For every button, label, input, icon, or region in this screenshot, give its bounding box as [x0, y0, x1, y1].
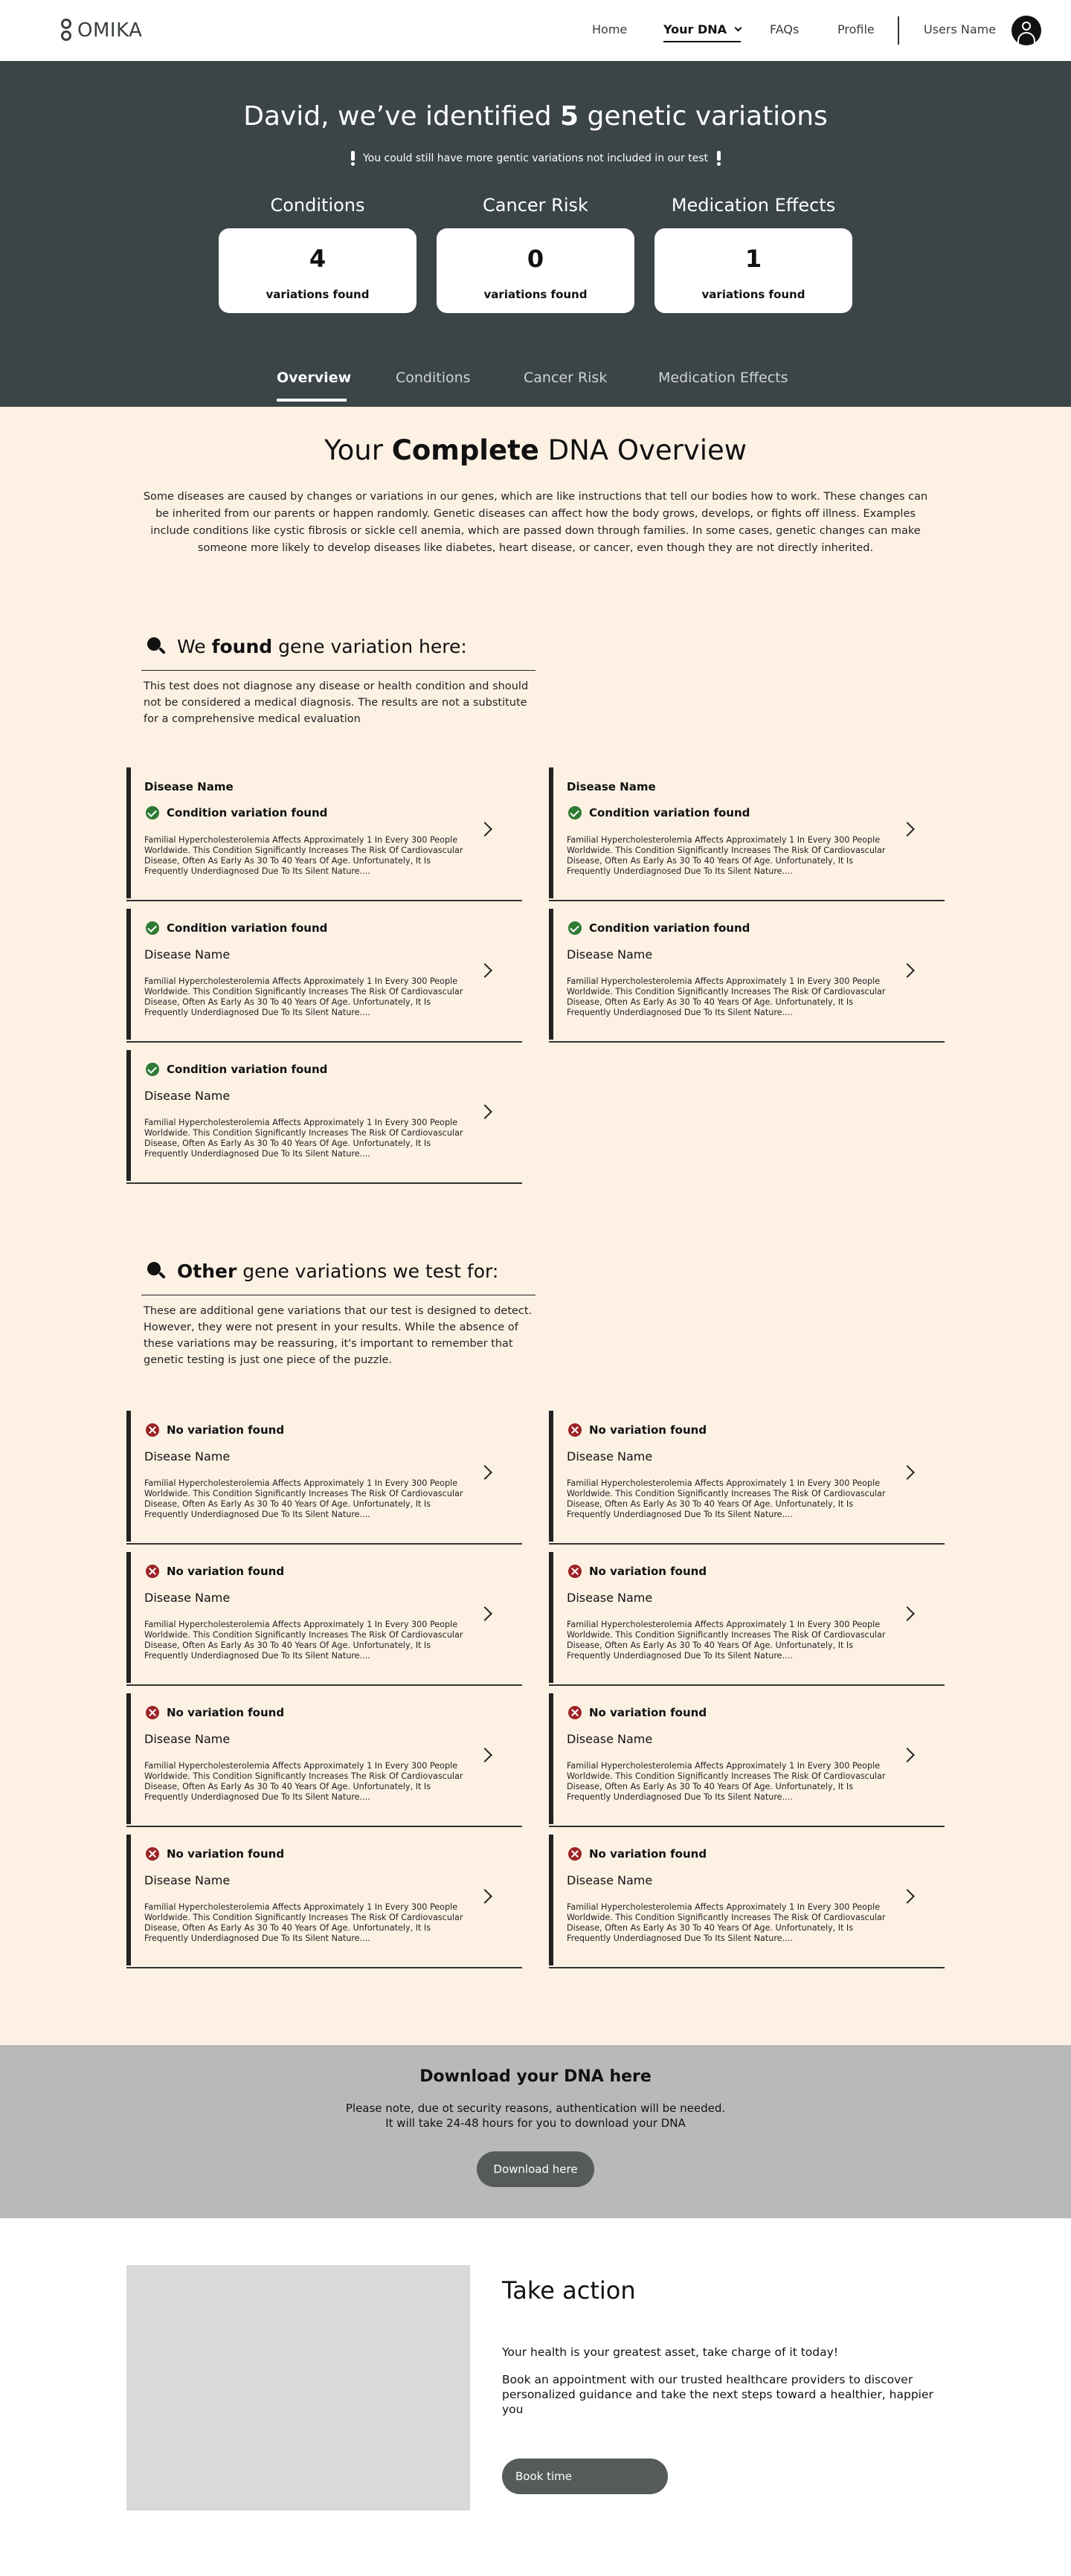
divider	[141, 670, 536, 671]
chevron-right-icon[interactable]	[900, 1748, 915, 1762]
nav-your-dna[interactable]	[663, 22, 741, 42]
status-text: Condition variation found	[589, 806, 750, 820]
disease-description: Familial Hypercholesterolemia Affects Approximately 1 In Every 300 People Worldwide. This Condition Significantly Increases The Risk Of Cardiovascular Disease, Often As Early As 30 To 40 Years Of Age. Unfortunately, It Is Frequently Underdiagnosed Due To Its Silent Nature....	[144, 1620, 463, 1661]
not-found-card[interactable]	[549, 1552, 945, 1686]
take-action-tagline: Your health is your greatest asset, take charge of it today!	[502, 2345, 838, 2359]
disease-description: Familial Hypercholesterolemia Affects Approximately 1 In Every 300 People Worldwide. This Condition Significantly Increases The Risk Of Cardiovascular Disease, Often As Early As 30 To 40 Years Of Age. Unfortunately, It Is Frequently Underdiagnosed Due To Its Silent Nature....	[144, 1902, 463, 1943]
stat-caption: variations found	[701, 288, 805, 301]
hero-title-suffix: genetic variations	[579, 101, 828, 132]
other-description: These are additional gene variations that our test is designed to detect. However, they were not present in your results. While the absence of these variations may be reassuring, it's important to remember that genetic testing is just one piece of the puzzle.	[144, 1305, 533, 1366]
chevron-right-icon[interactable]	[900, 1606, 915, 1621]
disease-description: Familial Hypercholesterolemia Affects Approximately 1 In Every 300 People Worldwide. This Condition Significantly Increases The Risk Of Cardiovascular Disease, Often As Early As 30 To 40 Years Of Age. Unfortunately, It Is Frequently Underdiagnosed Due To Its Silent Nature....	[567, 1478, 886, 1519]
status-not-found	[146, 1565, 284, 1578]
x-circle-icon	[146, 1847, 159, 1861]
nav-faqs[interactable]: FAQs	[770, 22, 800, 36]
stat-value: 1	[744, 245, 762, 273]
stat-value: 0	[527, 245, 544, 273]
hero-note-text: You could still have more gentic variations not included in our test	[362, 152, 709, 164]
other-heading-text	[177, 1260, 498, 1282]
user-name[interactable]: Users Name	[924, 22, 997, 36]
top-navigation	[0, 0, 1071, 61]
found-card[interactable]	[126, 767, 522, 901]
stat-caption: variations found	[266, 288, 370, 301]
logo-mark-icon	[58, 18, 74, 43]
disease-name: Disease Name	[567, 947, 653, 962]
stat-card-conditions[interactable]	[219, 228, 416, 313]
disease-description: Familial Hypercholesterolemia Affects Approximately 1 In Every 300 People Worldwide. This Condition Significantly Increases The Risk Of Cardiovascular Disease, Often As Early As 30 To 40 Years Of Age. Unfortunately, It Is Frequently Underdiagnosed Due To Its Silent Nature....	[144, 835, 463, 876]
status-found	[146, 806, 327, 820]
status-text: Condition variation found	[167, 806, 328, 820]
not-found-card[interactable]	[126, 1552, 522, 1686]
status-found	[146, 921, 327, 935]
chevron-right-icon[interactable]	[477, 1606, 492, 1621]
chevron-right-icon[interactable]	[477, 963, 492, 978]
disease-name: Disease Name	[567, 1732, 653, 1746]
x-circle-icon	[146, 1565, 159, 1578]
other-heading-bold: Other	[177, 1260, 237, 1282]
magnifier-icon	[147, 637, 167, 657]
stat-card-cancer-risk[interactable]	[437, 228, 634, 313]
found-heading-prefix: We	[177, 636, 212, 657]
take-action-title: Take action	[502, 2276, 636, 2305]
x-circle-icon	[568, 1565, 582, 1578]
disease-name: Disease Name	[567, 780, 656, 793]
disease-description: Familial Hypercholesterolemia Affects Approximately 1 In Every 300 People Worldwide. This Condition Significantly Increases The Risk Of Cardiovascular Disease, Often As Early As 30 To 40 Years Of Age. Unfortunately, It Is Frequently Underdiagnosed Due To Its Silent Nature....	[144, 1478, 463, 1519]
status-found	[568, 921, 750, 935]
disease-description: Familial Hypercholesterolemia Affects Approximately 1 In Every 300 People Worldwide. This Condition Significantly Increases The Risk Of Cardiovascular Disease, Often As Early As 30 To 40 Years Of Age. Unfortunately, It Is Frequently Underdiagnosed Due To Its Silent Nature....	[144, 1761, 463, 1802]
hero-section	[0, 61, 1071, 407]
status-text: No variation found	[589, 1847, 707, 1861]
status-not-found	[568, 1423, 707, 1437]
status-not-found	[568, 1706, 707, 1719]
hero-title-prefix: David, we’ve identified	[243, 101, 561, 132]
status-text: Condition variation found	[167, 1063, 328, 1076]
not-found-card[interactable]	[126, 1693, 522, 1827]
found-card[interactable]	[126, 1050, 522, 1184]
not-found-card[interactable]	[126, 1411, 522, 1545]
check-circle-icon	[146, 1063, 159, 1076]
not-found-card[interactable]	[549, 1693, 945, 1827]
found-card[interactable]	[549, 909, 945, 1043]
x-circle-icon	[568, 1423, 582, 1437]
status-text: No variation found	[167, 1423, 285, 1437]
chevron-right-icon[interactable]	[900, 963, 915, 978]
chevron-right-icon[interactable]	[477, 822, 492, 837]
active-tab-indicator	[277, 399, 347, 402]
download-title: Download your DNA here	[419, 2067, 652, 2086]
hero-note	[0, 151, 1071, 166]
status-text: No variation found	[167, 1565, 285, 1578]
tab-cancer-risk[interactable]: Cancer Risk	[524, 370, 608, 386]
disease-name: Disease Name	[567, 1591, 653, 1605]
found-disclaimer: This test does not diagnose any disease or health condition and should not be considered a medical diagnosis. The results are not a substitute for a comprehensive medical evaluation	[144, 680, 529, 725]
book-time-button[interactable]: Book time	[502, 2459, 668, 2494]
stat-caption: variations found	[483, 288, 588, 301]
status-text: No variation found	[589, 1706, 707, 1719]
status-found	[146, 1063, 327, 1076]
disease-name: Disease Name	[144, 1873, 231, 1887]
x-circle-icon	[568, 1847, 582, 1861]
overview-content	[0, 407, 1071, 2045]
x-circle-icon	[146, 1423, 159, 1437]
chevron-right-icon[interactable]	[477, 1465, 492, 1480]
tab-medication-effects[interactable]: Medication Effects	[658, 370, 788, 386]
omika-logo[interactable]	[58, 18, 142, 43]
download-section	[0, 2045, 1071, 2218]
disease-description: Familial Hypercholesterolemia Affects Approximately 1 In Every 300 People Worldwide. This Condition Significantly Increases The Risk Of Cardiovascular Disease, Often As Early As 30 To 40 Years Of Age. Unfortunately, It Is Frequently Underdiagnosed Due To Its Silent Nature....	[567, 1620, 886, 1661]
take-action-image-placeholder	[126, 2265, 470, 2511]
disease-name: Disease Name	[144, 780, 234, 793]
avatar-icon[interactable]	[1012, 16, 1041, 45]
found-heading-suffix: gene variation here:	[272, 636, 467, 657]
overview-title-prefix: Your	[324, 434, 392, 466]
chevron-right-icon[interactable]	[900, 822, 915, 837]
download-note-line1: Please note, due ot security reasons, authentication will be needed.	[345, 2102, 726, 2115]
chevron-right-icon[interactable]	[477, 1889, 492, 1904]
disease-name: Disease Name	[144, 1449, 231, 1464]
chevron-right-icon[interactable]	[477, 1104, 492, 1119]
stat-card-medication-effects[interactable]	[654, 228, 852, 313]
nav-home[interactable]: Home	[592, 22, 628, 36]
tab-conditions[interactable]: Conditions	[396, 370, 471, 386]
disease-description: Familial Hypercholesterolemia Affects Approximately 1 In Every 300 People Worldwide. This Condition Significantly Increases The Risk Of Cardiovascular Disease, Often As Early As 30 To 40 Years Of Age. Unfortunately, It Is Frequently Underdiagnosed Due To Its Silent Nature....	[567, 835, 886, 876]
hero-title-count: 5	[560, 101, 579, 132]
status-not-found	[146, 1423, 284, 1437]
found-heading-text	[177, 636, 467, 657]
download-note-line2: It will take 24-48 hours for you to download your DNA	[385, 2116, 686, 2130]
chevron-right-icon[interactable]	[900, 1465, 915, 1480]
found-heading-bold: found	[211, 636, 273, 657]
disease-name: Disease Name	[144, 1089, 231, 1103]
not-found-card[interactable]	[549, 1835, 945, 1968]
tab-overview[interactable]: Overview	[277, 370, 352, 386]
disease-name: Disease Name	[144, 947, 231, 962]
not-found-card[interactable]	[549, 1411, 945, 1545]
hero-title	[0, 101, 1071, 132]
chevron-right-icon[interactable]	[477, 1748, 492, 1762]
found-card[interactable]	[126, 909, 522, 1043]
stat-value: 4	[309, 245, 327, 273]
found-card[interactable]	[549, 767, 945, 901]
disease-name: Disease Name	[144, 1591, 231, 1605]
disease-description: Familial Hypercholesterolemia Affects Approximately 1 In Every 300 People Worldwide. This Condition Significantly Increases The Risk Of Cardiovascular Disease, Often As Early As 30 To 40 Years Of Age. Unfortunately, It Is Frequently Underdiagnosed Due To Its Silent Nature....	[567, 976, 886, 1017]
stat-label-conditions: Conditions	[270, 195, 365, 216]
status-not-found	[568, 1565, 707, 1578]
stat-label-cancer-risk: Cancer Risk	[483, 195, 588, 216]
disease-name: Disease Name	[567, 1873, 653, 1887]
status-text: No variation found	[589, 1565, 707, 1578]
exclamation-icon	[715, 151, 721, 166]
magnifier-icon	[147, 1262, 167, 1281]
nav-profile[interactable]: Profile	[837, 22, 875, 36]
status-text: No variation found	[589, 1423, 707, 1437]
status-text: No variation found	[167, 1847, 285, 1861]
chevron-down-icon	[734, 25, 742, 32]
status-not-found	[146, 1847, 284, 1861]
overview-title-bold: Complete	[391, 434, 539, 466]
chevron-right-icon[interactable]	[900, 1889, 915, 1904]
check-circle-icon	[146, 806, 159, 820]
check-circle-icon	[568, 806, 582, 820]
disease-description: Familial Hypercholesterolemia Affects Approximately 1 In Every 300 People Worldwide. This Condition Significantly Increases The Risk Of Cardiovascular Disease, Often As Early As 30 To 40 Years Of Age. Unfortunately, It Is Frequently Underdiagnosed Due To Its Silent Nature....	[567, 1761, 886, 1802]
take-action-description: Book an appointment with our trusted healthcare providers to discover personalized guidance and take the next steps toward a healthier, happier you	[502, 2373, 933, 2416]
x-circle-icon	[568, 1706, 582, 1719]
exclamation-icon	[350, 151, 356, 166]
x-circle-icon	[146, 1706, 159, 1719]
disease-description: Familial Hypercholesterolemia Affects Approximately 1 In Every 300 People Worldwide. This Condition Significantly Increases The Risk Of Cardiovascular Disease, Often As Early As 30 To 40 Years Of Age. Unfortunately, It Is Frequently Underdiagnosed Due To Its Silent Nature....	[144, 976, 463, 1017]
status-text: Condition variation found	[589, 921, 750, 935]
disease-name: Disease Name	[144, 1732, 231, 1746]
disease-name: Disease Name	[567, 1449, 653, 1464]
overview-title-suffix: DNA Overview	[538, 434, 747, 466]
nav-your-dna-label: Your DNA	[663, 22, 727, 36]
check-circle-icon	[146, 921, 159, 935]
status-not-found	[568, 1847, 707, 1861]
not-found-card[interactable]	[126, 1835, 522, 1968]
other-section-heading	[147, 1260, 498, 1282]
logo-text: OMIKA	[77, 19, 143, 42]
status-found	[568, 806, 750, 820]
status-not-found	[146, 1706, 284, 1719]
overview-description: Some diseases are caused by changes or variations in our genes, which are like instructions that tell our bodies how to work. These changes can be inherited from our parents or happen randomly. Genetic diseases can affect how the body grows, develops, or fights off illness. Examples include conditions like cystic fibrosis or sickle cell anemia, which are passed down through families. In some cases, genetic changes can make someone more likely to develop diseases like diabetes, heart disease, or cancer, even though they are not directly inherited.	[143, 491, 928, 554]
check-circle-icon	[568, 921, 582, 935]
status-text: No variation found	[167, 1706, 285, 1719]
status-text: Condition variation found	[167, 921, 328, 935]
nav-divider	[898, 16, 899, 45]
stat-label-medication-effects: Medication Effects	[671, 195, 836, 216]
found-section-heading	[147, 636, 467, 657]
disease-description: Familial Hypercholesterolemia Affects Approximately 1 In Every 300 People Worldwide. This Condition Significantly Increases The Risk Of Cardiovascular Disease, Often As Early As 30 To 40 Years Of Age. Unfortunately, It Is Frequently Underdiagnosed Due To Its Silent Nature....	[144, 1118, 463, 1159]
other-heading-suffix: gene variations we test for:	[237, 1260, 499, 1282]
download-button[interactable]: Download here	[477, 2151, 594, 2187]
overview-title	[0, 434, 1071, 466]
disease-description: Familial Hypercholesterolemia Affects Approximately 1 In Every 300 People Worldwide. This Condition Significantly Increases The Risk Of Cardiovascular Disease, Often As Early As 30 To 40 Years Of Age. Unfortunately, It Is Frequently Underdiagnosed Due To Its Silent Nature....	[567, 1902, 886, 1943]
